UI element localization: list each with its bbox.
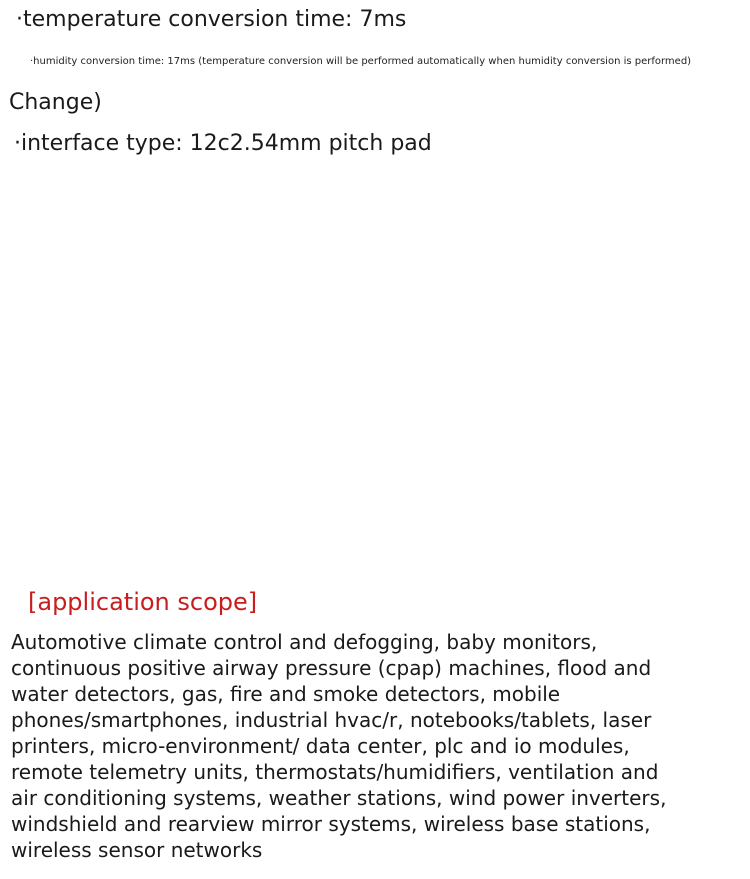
scope-line: air conditioning systems, weather stations, wind power inverters, [11,786,667,810]
scope-line: remote telemetry units, thermostats/humidifiers, ventilation and [11,760,659,784]
application-scope-heading: [application scope] [28,588,258,616]
application-scope-body [11,629,741,863]
scope-line: Automotive climate control and defogging, baby monitors, [11,630,598,654]
scope-line: continuous positive airway pressure (cpap) machines, flood and [11,656,652,680]
scope-line: phones/smartphones, industrial hvac/r, notebooks/tablets, laser [11,708,652,732]
change-text: Change) [9,90,102,115]
scope-line: windshield and rearview mirror systems, wireless base stations, [11,812,651,836]
scope-line: wireless sensor networks [11,838,263,862]
humidity-conversion-spec: ·humidity conversion time: 17ms (temperature conversion will be performed automatically when humidity conversion is performed) [30,56,692,67]
scope-line: printers, micro-environment/ data center, plc and io modules, [11,734,630,758]
temperature-conversion-spec: ·temperature conversion time: 7ms [16,7,407,32]
scope-line: water detectors, gas, fire and smoke detectors, mobile [11,682,561,706]
interface-type-spec: ·interface type: 12c2.54mm pitch pad [14,131,432,156]
